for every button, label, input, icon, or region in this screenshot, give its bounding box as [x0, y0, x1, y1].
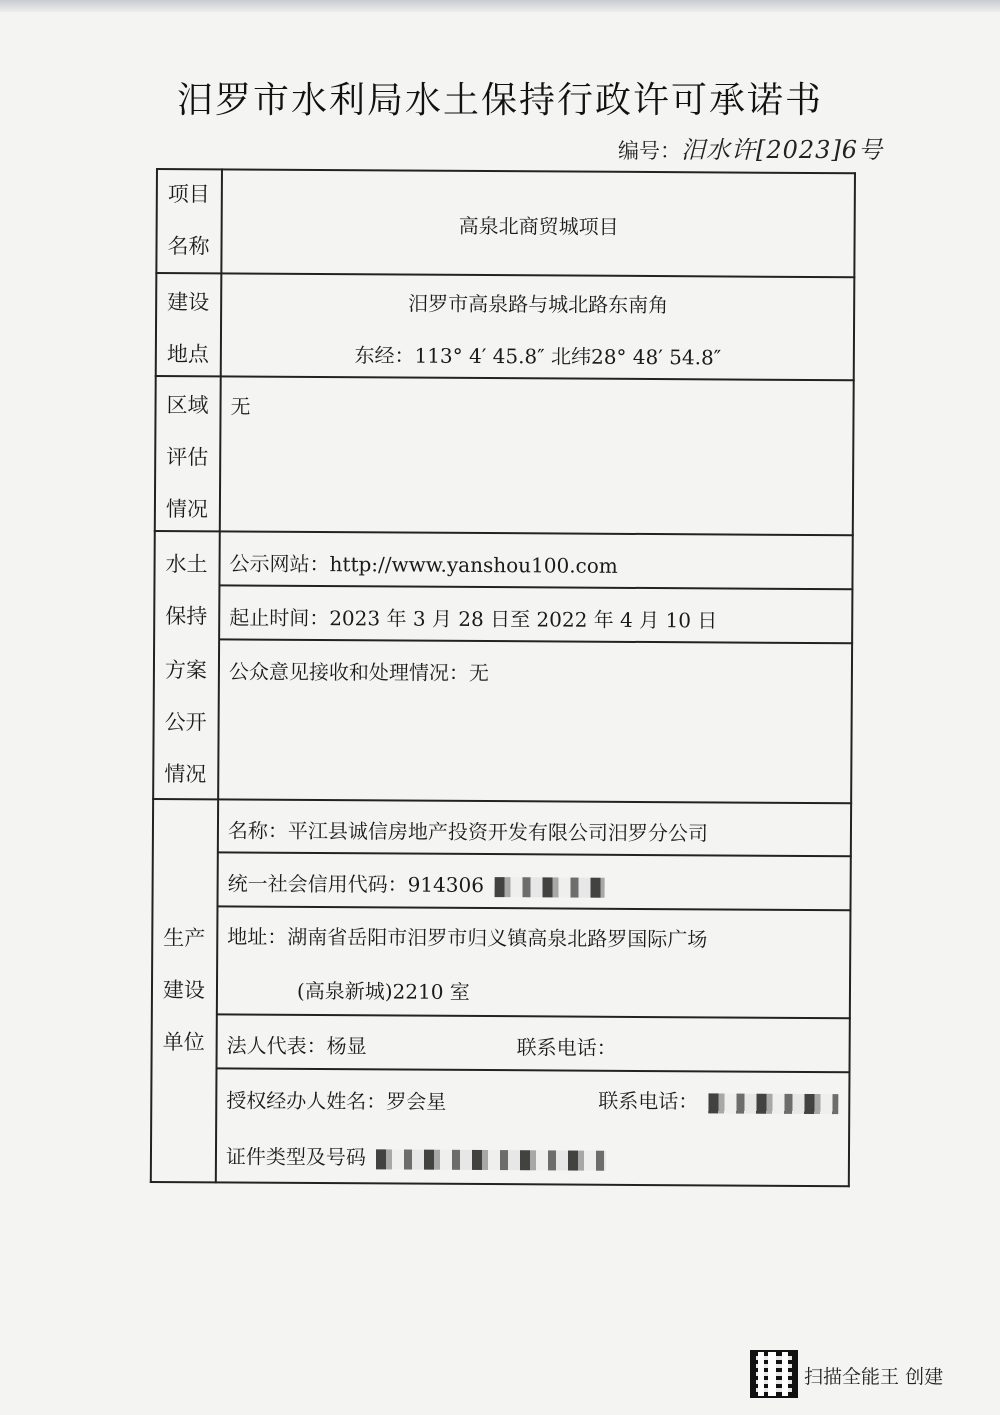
row-divider [154, 530, 854, 536]
cell-divider [219, 638, 853, 643]
scanner-watermark [752, 1352, 982, 1398]
location-address: 汨罗市高泉路与城北路东南角 [408, 291, 669, 318]
app-action: 创建 [905, 1366, 944, 1388]
redacted-block [376, 1149, 606, 1170]
unit-address-line2: (高泉新城)2210 室 [296, 978, 470, 1004]
table-border-top [156, 168, 856, 174]
label-location: 建设 地点 [166, 290, 210, 367]
redacted-block [494, 877, 604, 898]
commitment-table [150, 168, 856, 1187]
unit-agent-phone: 联系电话： [598, 1085, 839, 1115]
project-name-value: 高泉北商贸城项目 [458, 213, 619, 239]
label-construction-unit: 生产 建设 单位 [162, 926, 206, 1055]
redacted-block [709, 1093, 839, 1114]
unit-credit-code: 统一社会信用代码：914306 [228, 867, 605, 898]
table-border-bottom [150, 1181, 850, 1187]
disclosure-period: 起止时间：2023 年 3 月 28 日至 2022 年 4 月 10 日 [229, 605, 718, 633]
cell-divider [218, 851, 852, 856]
cell-divider [219, 584, 853, 589]
label-project-name: 项目 名称 [167, 182, 210, 259]
unit-name: 名称：平江县诚信房地产投资开发有限公司汨罗分公司 [227, 818, 709, 846]
label-assessment: 区域 评估 情况 [165, 393, 209, 522]
disclosure-feedback: 公众意见接收和处理情况：无 [228, 659, 489, 686]
disclosure-website: 公示网站：http://www.yanshou100.com [229, 551, 618, 578]
serial-label: 编号： [618, 139, 681, 163]
assessment-value: 无 [230, 394, 251, 419]
unit-legal-phone: 联系电话： [516, 1035, 617, 1060]
serial-number [618, 130, 883, 165]
document-title: 汨罗市水利局水土保持行政许可承诺书 [176, 80, 823, 121]
unit-agent-name: 授权经办人姓名：罗会星 [226, 1088, 447, 1114]
row-divider [155, 375, 855, 381]
cell-divider [216, 1067, 850, 1072]
unit-id-document: 证件类型及号码 [226, 1140, 607, 1171]
location-coordinates: 东经：113° 4′ 45.8″ 北纬28° 48′ 54.8″ [354, 343, 722, 370]
table-border-right [848, 172, 856, 1187]
cell-divider [217, 1013, 851, 1018]
unit-address-line1: 地址：湖南省岳阳市汨罗市归义镇高泉北路罗国际广场 [227, 924, 708, 952]
row-divider [152, 798, 852, 804]
app-name: 扫描全能王 [804, 1366, 900, 1388]
serial-handwritten-value: 汨水许[2023]6号 [681, 136, 884, 164]
qr-code-icon [752, 1352, 796, 1396]
row-divider [155, 272, 855, 278]
cell-divider [217, 905, 851, 910]
label-disclosure: 水土 保持 方案 公开 情况 [164, 552, 208, 787]
page-edge [0, 0, 1000, 12]
unit-legal-rep: 法人代表：杨显 [226, 1033, 367, 1059]
